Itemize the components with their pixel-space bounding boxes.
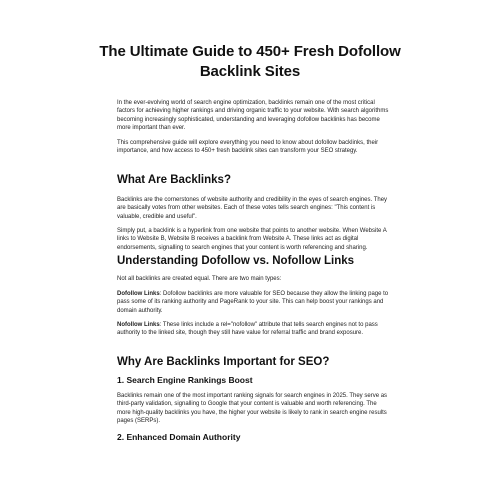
heading-domain-authority: 2. Enhanced Domain Authority <box>117 432 241 442</box>
heading-dofollow-vs-nofollow: Understanding Dofollow vs. Nofollow Links <box>117 255 355 267</box>
dofollow-text: : Dofollow backlinks are more valuable for SEO because they allow the linking page to pass some of its ranking authority and PageRank to your site. This can help boost your rankings and domain authority. <box>117 291 389 314</box>
intro-paragraph-2: This comprehensive guide will explore everything you need to know about dofollow backlinks, their importance, and how access to 450+ fresh backlink sites can transform your SEO strategy. <box>117 140 379 155</box>
page-title-line-2: Backlink Sites <box>199 63 301 80</box>
dofollow-paragraph <box>117 290 389 315</box>
understanding-paragraph-1: Not all backlinks are created equal. There are two main types: <box>117 276 282 282</box>
heading-rankings-boost: 1. Search Engine Rankings Boost <box>117 375 253 385</box>
intro-paragraph-1: In the ever-evolving world of search engine optimization, backlinks remain one of the most critical factors for achieving higher rankings and driving organic traffic to your website. With search algorithms becoming increasingly sophisticated, understanding and leveraging dofollow backlinks has become more important than ever. <box>117 100 389 131</box>
boost-paragraph-1: Backlinks remain one of the most important ranking signals for search engines in 2025. They serve as third-party validation, signalling to Google that your content is valuable and worth referencing. The more high-quality backlinks you have, the higher your website is likely to rank in search engine results pages (SERPs). <box>117 393 388 424</box>
dofollow-label: Dofollow Links <box>117 291 160 297</box>
what-paragraph-2: Simply put, a backlink is a hyperlink from one website that points to another website. When Website A links to Website B, Website B receives a backlink from Website A. These links act as digital endorsements, signalling to search engines that your content is worth referencing and sharing. <box>117 228 387 251</box>
heading-what-are-backlinks: What Are Backlinks? <box>117 174 231 186</box>
what-paragraph-1: Backlinks are the cornerstones of website authority and credibility in the eyes of search engines. They are basically votes from other websites. Each of these votes tells search engines: "This content is valuable, credible and useful". <box>117 197 388 220</box>
nofollow-label: Nofollow Links <box>117 322 160 328</box>
nofollow-paragraph <box>117 321 389 338</box>
nofollow-text: : These links include a rel="nofollow" attribute that tells search engines not to pass authority to the linked site, though they still have value for referral traffic and brand exposure. <box>117 322 378 337</box>
heading-why-important: Why Are Backlinks Important for SEO? <box>117 356 330 368</box>
page-title-line-1: The Ultimate Guide to 450+ Fresh Dofollow <box>99 43 401 60</box>
